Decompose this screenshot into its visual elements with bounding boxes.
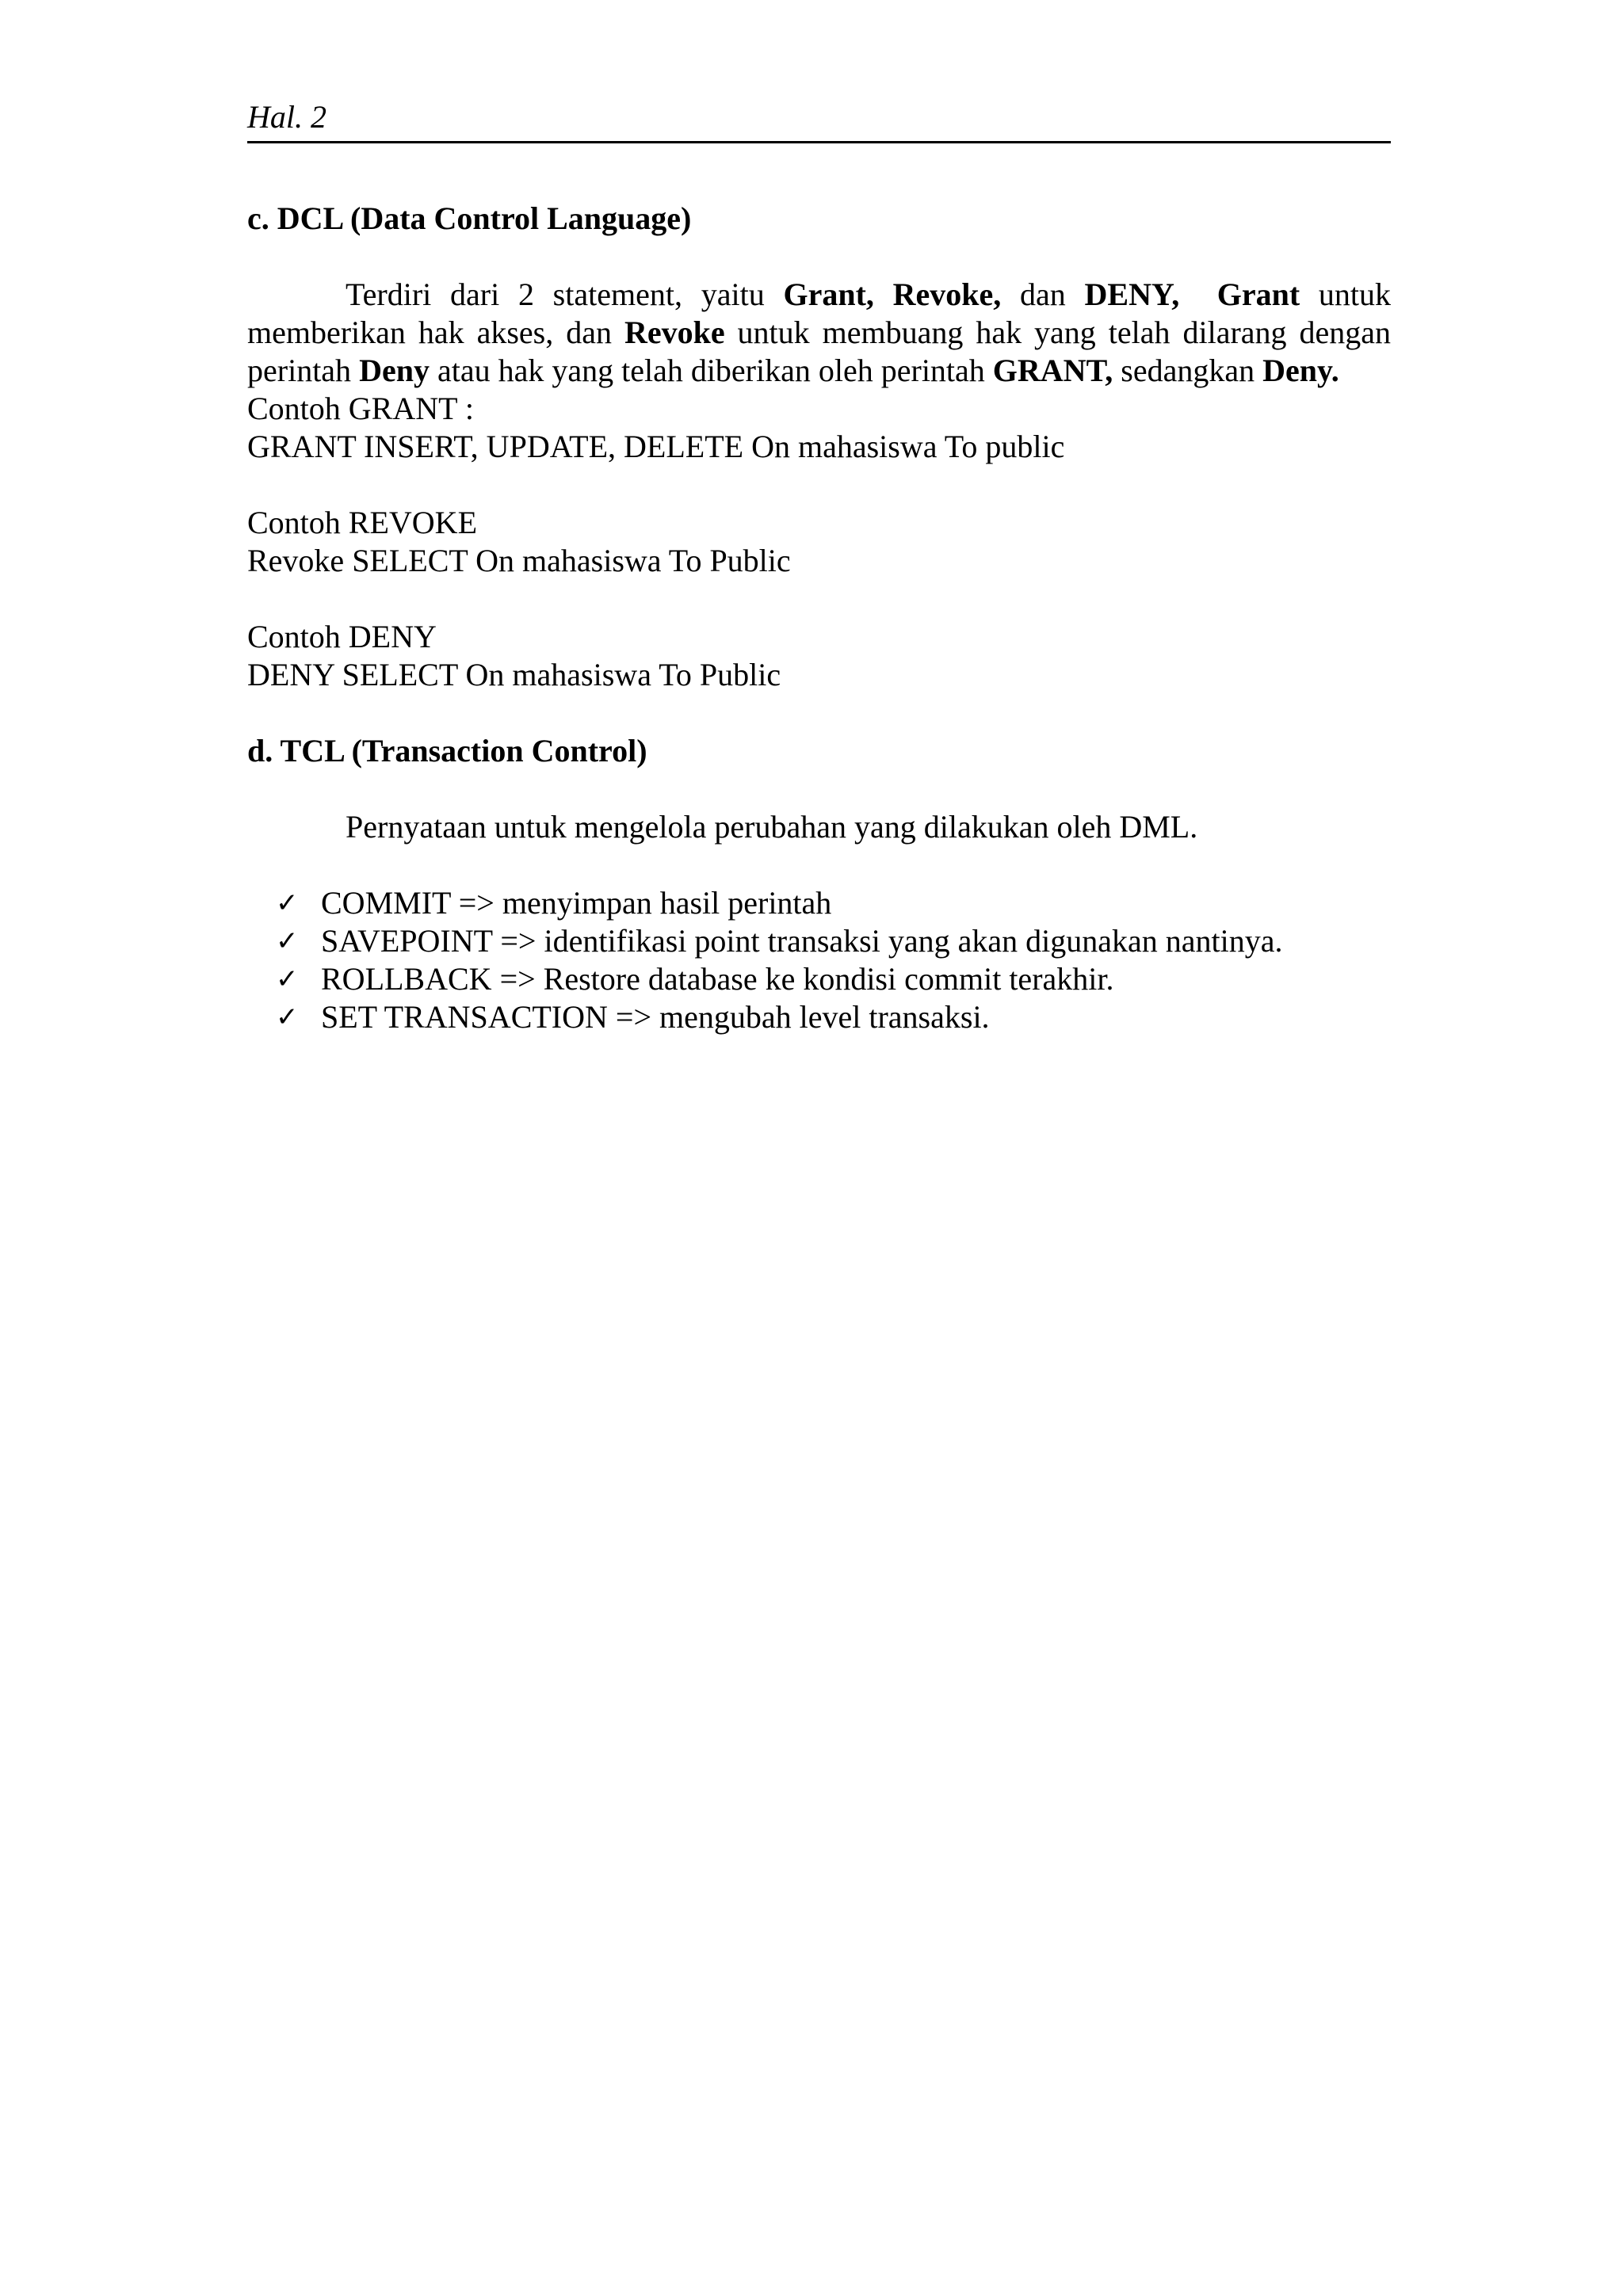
section-heading-tcl: d. TCL (Transaction Control) xyxy=(247,733,647,769)
document-body xyxy=(247,200,1391,1036)
checkmark-icon: ✓ xyxy=(276,925,299,957)
dcl-description: Terdiri dari 2 statement, yaitu Grant, Revoke, dan DENY, Grant untuk memberikan hak akses, dan Revoke untuk membuang hak yang telah dilarang dengan perintah Deny atau hak yang telah diberikan oleh perintah GRANT, sedangkan Deny. xyxy=(247,277,1391,388)
grant-example-code: GRANT INSERT, UPDATE, DELETE On mahasiswa To public xyxy=(247,429,1065,464)
list-item: ✓ SET TRANSACTION => mengubah level transaksi. xyxy=(276,999,990,1035)
page-header xyxy=(247,93,1391,143)
checkmark-icon: ✓ xyxy=(276,963,299,995)
list-item: ✓ ROLLBACK => Restore database ke kondisi commit terakhir. xyxy=(276,961,1114,997)
tcl-description: Pernyataan untuk mengelola perubahan yang dilakukan oleh DML. xyxy=(346,809,1198,845)
section-heading-dcl: c. DCL (Data Control Language) xyxy=(247,200,692,236)
checkmark-icon: ✓ xyxy=(276,1001,299,1033)
page-number-label: Hal. 2 xyxy=(247,99,327,135)
list-item: ✓ SAVEPOINT => identifikasi point transaksi yang akan digunakan nantinya. xyxy=(276,923,1283,959)
tcl-statement-list xyxy=(247,884,1391,1036)
revoke-example-label: Contoh REVOKE xyxy=(247,505,477,540)
deny-example-code: DENY SELECT On mahasiswa To Public xyxy=(247,657,781,692)
list-item: ✓ COMMIT => menyimpan hasil perintah xyxy=(276,885,832,921)
grant-example-label: Contoh GRANT : xyxy=(247,391,474,426)
revoke-example-code: Revoke SELECT On mahasiswa To Public xyxy=(247,543,791,578)
checkmark-icon: ✓ xyxy=(276,887,299,919)
deny-example-label: Contoh DENY xyxy=(247,619,437,654)
